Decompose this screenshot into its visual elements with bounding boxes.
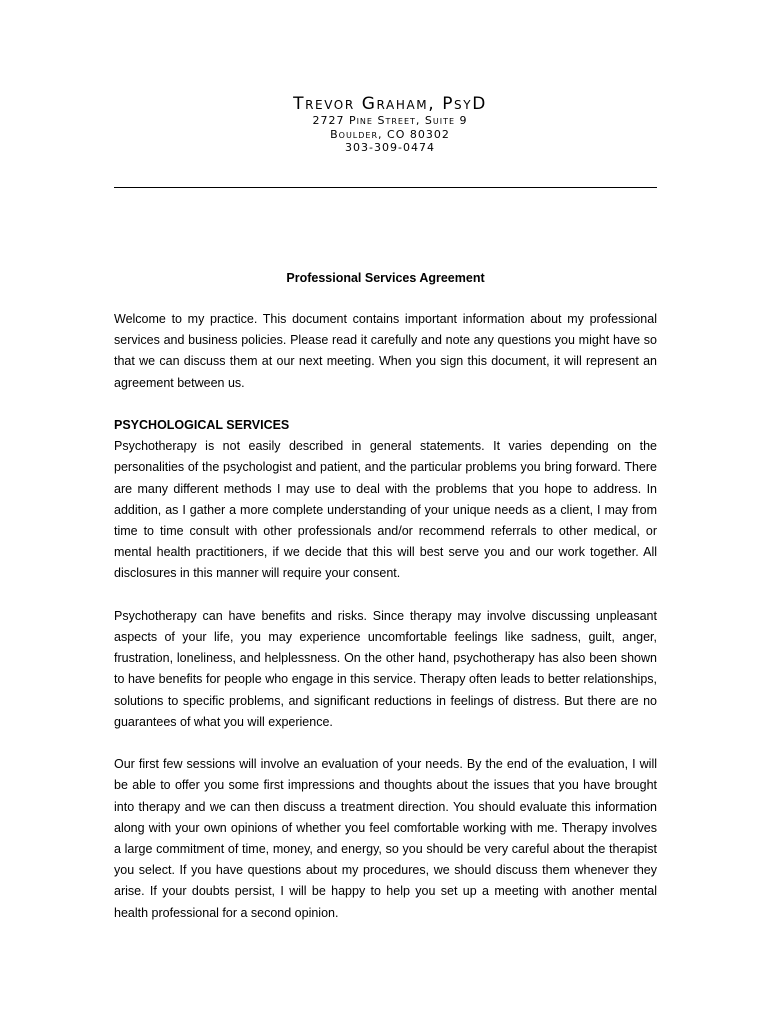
section-heading: PSYCHOLOGICAL SERVICES bbox=[114, 418, 290, 432]
letterhead-city: Boulder, CO 80302 bbox=[330, 127, 450, 141]
intro-paragraph: Welcome to my practice. This document contains important information about my professional services and business policies. Please read it carefully and note any questions you might have so that we can discuss them at our next meeting. When you sign this document, it will represent an agreement between us. bbox=[114, 312, 657, 390]
letterhead-street: 2727 Pine Street, Suite 9 bbox=[312, 114, 468, 127]
document-body bbox=[114, 309, 657, 924]
services-paragraph-1: Psychotherapy is not easily described in general statements. It varies depending on the personalities of the psychologist and patient, and the particular problems you bring forward. There are many different methods I may use to deal with the problems that you hope to address. In addition, as I gather a more complete understanding of your unique needs as a client, I may from time to time consult with other professionals and/or recommend referrals to other medical, or mental health practitioners, if we decide that this will best serve you and our work together. All disclosures in this manner will require your consent. bbox=[114, 439, 657, 581]
letterhead-phone: 303-309-0474 bbox=[345, 141, 435, 154]
paragraph-spacer bbox=[114, 394, 657, 415]
header-divider bbox=[114, 187, 657, 188]
paragraph-spacer bbox=[114, 585, 657, 606]
services-paragraph-2: Psychotherapy can have benefits and risks. Since therapy may involve discussing unpleasant aspects of your life, you may experience uncomfortable feelings like sadness, guilt, anger, frustration, loneliness, and helplessness. On the other hand, psychotherapy has also been shown to have benefits for people who engage in this service. Therapy often leads to better relationships, solutions to specific problems, and significant reductions in feelings of distress. But there are no guarantees of what you will experience. bbox=[114, 608, 657, 729]
letterhead bbox=[0, 94, 770, 155]
services-paragraph-3: Our first few sessions will involve an evaluation of your needs. By the end of the evaluation, I will be able to offer you some first impressions and thoughts about the issues that you have brought into therapy and we can then discuss a treatment direction. You should evaluate this information along with your own opinions of whether you feel comfortable working with me. Therapy involves a large commitment of time, money, and energy, so you should be very careful about the therapist you select. If you have questions about my procedures, we should discuss them whenever they arise. If your doubts persist, I will be happy to help you set up a meeting with another mental health professional for a second opinion. bbox=[114, 757, 657, 920]
document-title: Professional Services Agreement bbox=[286, 271, 485, 285]
paragraph-spacer bbox=[114, 733, 657, 754]
letterhead-name: Trevor Graham, PsyD bbox=[293, 94, 487, 114]
